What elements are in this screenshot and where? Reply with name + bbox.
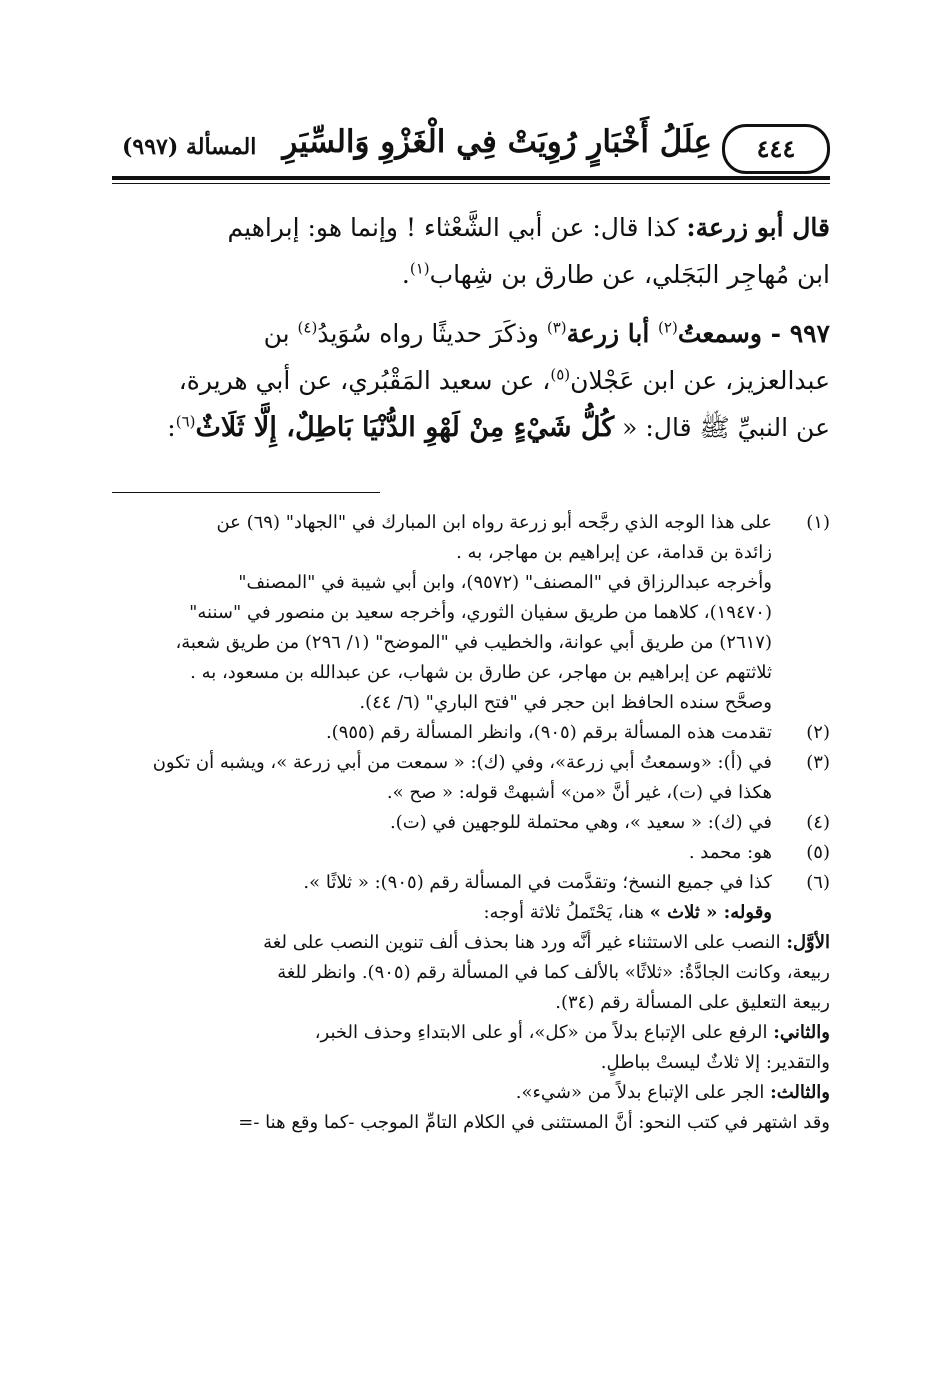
footnote-text: ربيعة، وكانت الجادَّةُ: «ثلاثًا» بالألف كما في المسألة رقم (٩٠٥). وانظر للغة	[277, 962, 830, 983]
footnote-text: والتقدير: إلا ثلاثٌ ليستْ بباطلٍ.	[600, 1052, 830, 1073]
header-rule-thick	[112, 176, 830, 180]
footnote-line: في (أ): «وسمعتُ أبي زرعة»، وفي (ك): « سمعت من أبي زرعة »، ويشبه أن تكون	[152, 752, 772, 773]
footnote-ref[interactable]: (٣)	[546, 318, 567, 337]
footnote-4	[116, 808, 830, 838]
footnote-6-third-view	[116, 1078, 830, 1108]
footnote-text: هنا، يَحْتَملُ ثلاثة أوجه:	[483, 902, 650, 923]
footnote-ref[interactable]: (٢)	[658, 318, 678, 337]
paragraph-text: ابن مُهاجِر البَجَلي، عن طارق بن شِهاب	[429, 260, 830, 289]
paragraph-issue-997	[112, 310, 830, 451]
footnote-line: في (ك): « سعيد »، وهي محتملة للوجهين في (ت).	[389, 812, 772, 833]
narrator-name: أبا زرعة	[566, 319, 659, 348]
footnote-6-second-view	[116, 1018, 830, 1078]
hadith-text: كُلُّ شَيْءٍ مِنْ لَهْوِ الدُّنْيَا بَاطِلٌ، إِلَّا ثَلَاثٌ	[195, 412, 615, 443]
footnote-line: ثلاثتهم عن إبراهيم بن مهاجر، عن طارق بن شهاب، عن عبدالله بن مسعود، به .	[190, 662, 772, 683]
footnote-line: (١٩٤٧٠)، كلاهما من طريق سفيان الثوري، وأخرجه سعيد بن منصور في "سننه"	[189, 602, 772, 623]
footnote-line: هو: محمد .	[688, 842, 772, 863]
view-label: والثاني:	[773, 1022, 830, 1043]
paragraph-text: عبدالعزيز، عن ابن عَجْلان	[570, 366, 830, 395]
footnote-6	[116, 868, 830, 928]
footnote-line	[116, 898, 772, 928]
footnotes	[116, 508, 830, 1138]
paragraph-text: وذكَرَ حديثًا رواه سُوَيدُ	[317, 319, 547, 348]
footnote-number: (٥)	[806, 842, 830, 863]
footnote-line: تقدمت هذه المسألة برقم (٩٠٥)، وانظر المسألة رقم (٩٥٥).	[325, 722, 772, 743]
footnote-line: على هذا الوجه الذي رجَّحه أبو زرعة رواه ابن المبارك في "الجهاد" (٦٩) عن	[216, 512, 772, 533]
footnote-text: الجر على الإتباع بدلاً من «شيء».	[515, 1082, 771, 1103]
header-rule-thin	[112, 183, 830, 184]
footnote-line: هكذا في (ت)، غير أنَّ «من» أشبهتْ قوله: « صح ».	[386, 782, 772, 803]
punctuation: :	[167, 413, 176, 442]
footnote-ref[interactable]: (٤)	[297, 318, 318, 337]
running-header	[112, 120, 830, 180]
footnote-number: (٦)	[806, 872, 830, 893]
footnote-3	[116, 748, 830, 808]
page-number-badge: ٤٤٤	[722, 124, 830, 174]
issue-label: المسألة (٩٩٧)	[122, 134, 257, 160]
footnote-line: وأخرجه عبدالرزاق في "المصنف" (٩٥٧٢)، وابن أبي شيبة في "المصنف"	[238, 572, 772, 593]
footnote-number: (٢)	[806, 722, 830, 743]
term-label: وقوله: « ثلاث »	[649, 902, 772, 923]
footnote-line: (٢٦١٧) من طريق أبي عوانة، والخطيب في "الموضح" (١/ ٢٩٦) من طريق شعبة،	[175, 632, 772, 653]
paragraph-text: كذا قال: عن أبي الشَّعْثاء ! وإنما هو: إبراهيم	[227, 213, 687, 242]
speaker-label: قال أبو زرعة:	[686, 213, 830, 242]
footnote-ref[interactable]: (١)	[409, 259, 430, 278]
footnote-text: ربيعة التعليق على المسألة رقم (٣٤).	[555, 992, 830, 1013]
main-text	[112, 204, 830, 451]
footnote-number: (١)	[806, 512, 830, 533]
footnote-ref[interactable]: (٦)	[175, 412, 196, 431]
paragraph-text: بن	[263, 319, 298, 348]
footnote-2	[116, 718, 830, 748]
footnote-6-first-view	[116, 928, 830, 1018]
footnote-text: الرفع على الإتباع بدلاً من «كل»، أو على الابتداءِ وحذف الخبر،	[314, 1022, 774, 1043]
paragraph-text: عن النبيِّ ﷺ قال: «	[614, 413, 830, 442]
footnote-number: (٣)	[806, 752, 830, 773]
footnote-6-continuation: وقد اشتهر في كتب النحو: أنَّ المستثنى في الكلام التامِّ الموجب -كما وقع هنا -=	[238, 1112, 830, 1133]
paragraph-text: ، عن سعيد المَقْبُري، عن أبي هريرة،	[178, 366, 551, 395]
paragraph-abu-zurah	[112, 204, 830, 298]
footnote-line: كذا في جميع النسخ؛ وتقدَّمت في المسألة رقم (٩٠٥): « ثلاثًا ».	[303, 872, 772, 893]
footnote-5	[116, 838, 830, 868]
footnote-number: (٤)	[806, 812, 830, 833]
punctuation: .	[401, 260, 410, 289]
book-title: عِلَلُ أَخْبَارٍ رُوِيَتْ فِي الْغَزْوِ وَالسِّيَرِ	[282, 124, 712, 160]
issue-number: ٩٩٧ - وسمعتُ	[677, 319, 830, 348]
footnote-separator	[112, 492, 380, 493]
view-label: الأوَّل:	[786, 932, 830, 953]
footnote-1	[116, 508, 830, 718]
footnote-line: وصحَّح سنده الحافظ ابن حجر في "فتح الباري" (٦/ ٤٤).	[359, 692, 772, 713]
view-label: والثالث:	[770, 1082, 830, 1103]
footnote-text: النصب على الاستثناء غير أنَّه ورد هنا بحذف ألف تنوين النصب على لغة	[263, 932, 787, 953]
footnote-line: زائدة بن قدامة، عن إبراهيم بن مهاجر، به .	[456, 542, 772, 563]
footnote-ref[interactable]: (٥)	[550, 365, 571, 384]
